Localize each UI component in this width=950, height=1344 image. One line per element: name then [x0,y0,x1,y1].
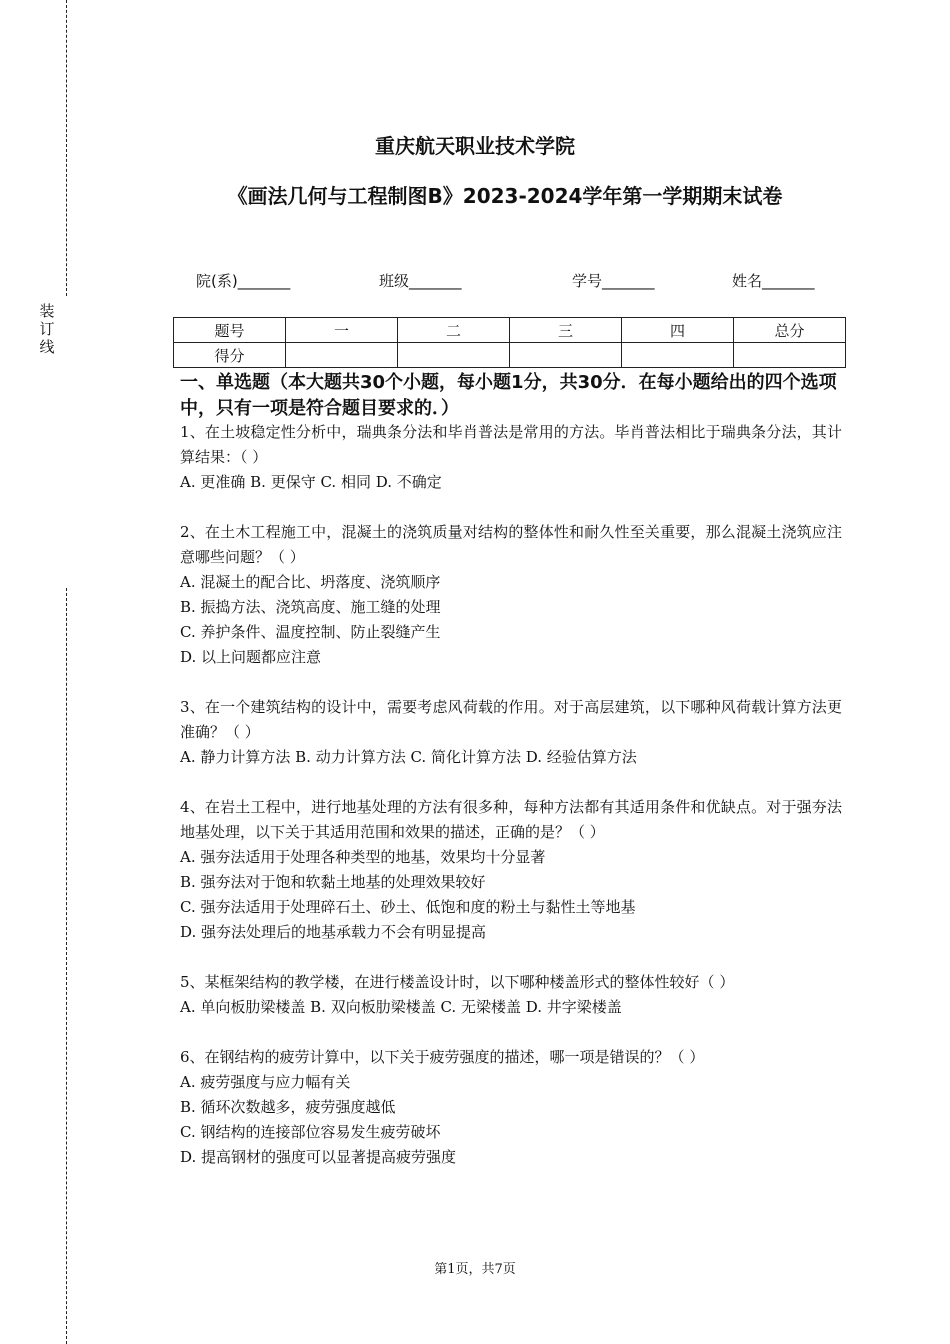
score-input-cell [734,343,846,368]
score-table-cell: 一 [286,318,398,343]
school-name: 重庆航天职业技术学院 [375,134,575,158]
question-option: B. 振捣方法、浇筑高度、施工缝的处理 [180,598,441,616]
score-table-cell: 题号 [174,318,286,343]
binding-label [37,302,57,356]
binding-dashed-line-bottom [66,588,67,1344]
score-table-cell: 四 [622,318,734,343]
question-option: C. 强夯法适用于处理碎石土、砂土、低饱和度的粉土与黏性土等地基 [180,898,636,916]
question-option: D. 强夯法处理后的地基承载力不会有明显提高 [180,923,487,941]
question-stem: 6、在钢结构的疲劳计算中，以下关于疲劳强度的描述，哪一项是错误的？（ ） [180,1048,705,1066]
section-heading: 一、单选题（本大题共30个小题，每小题1分，共30分．在每小题给出的四个选项中，只有一项是符合题目要求的．） [180,372,837,419]
question-3 [180,695,842,770]
question-option: D. 以上问题都应注意 [180,648,322,666]
question-option: A. 疲劳强度与应力幅有关 [180,1073,351,1091]
question-option: A. 静力计算方法 B. 动力计算方法 C. 简化计算方法 D. 经验估算方法 [180,748,637,766]
question-2 [180,520,842,670]
question-4 [180,795,842,945]
question-stem: 4、在岩土工程中，进行地基处理的方法有很多种，每种方法都有其适用条件和优缺点。对于强夯法地基处理，以下关于其适用范围和效果的描述，正确的是？（ ） [180,798,842,841]
score-table-cell: 得分 [174,343,286,368]
score-table-cell: 三 [510,318,622,343]
question-option: C. 养护条件、温度控制、防止裂缝产生 [180,623,441,641]
question-option: A. 强夯法适用于处理各种类型的地基，效果均十分显著 [180,848,546,866]
page-footer: 第1页，共7页 [434,1262,516,1277]
score-table-header-row [174,318,846,343]
question-stem: 3、在一个建筑结构的设计中，需要考虑风荷载的作用。对于高层建筑，以下哪种风荷载计算方法更准确？（ ） [180,698,842,741]
question-1 [180,420,842,495]
question-option: A. 单向板肋梁楼盖 B. 双向板肋梁楼盖 C. 无梁楼盖 D. 井字梁楼盖 [180,998,622,1016]
question-option: C. 钢结构的连接部位容易发生疲劳破坏 [180,1123,441,1141]
question-option: D. 提高钢材的强度可以显著提高疲劳强度 [180,1148,457,1166]
score-table-cell: 总分 [734,318,846,343]
question-5 [180,970,842,1020]
score-table-cell: 二 [398,318,510,343]
question-option: B. 循环次数越多，疲劳强度越低 [180,1098,396,1116]
binding-char: 装 [39,302,55,320]
score-table-score-row [174,343,846,368]
question-6 [180,1045,842,1170]
score-input-cell [398,343,510,368]
question-option: A. 更准确 B. 更保守 C. 相同 D. 不确定 [180,473,442,491]
name-field: 姓名_______ [732,272,815,290]
question-option: A. 混凝土的配合比、坍落度、浇筑顺序 [180,573,441,591]
binding-char: 线 [39,338,55,356]
department-field: 院(系)_______ [196,272,291,290]
question-stem: 2、在土木工程施工中，混凝土的浇筑质量对结构的整体性和耐久性至关重要，那么混凝土浇筑应注意哪些问题？（ ） [180,523,842,566]
score-input-cell [510,343,622,368]
student-id-field: 学号_______ [572,272,655,290]
question-list [180,420,842,1195]
question-option: B. 强夯法对于饱和软黏土地基的处理效果较好 [180,873,486,891]
exam-title: 《画法几何与工程制图B》2023-2024学年第一学期期末试卷 [227,184,783,208]
score-table [173,317,846,368]
binding-char: 订 [39,320,55,338]
class-field: 班级_______ [379,272,462,290]
question-stem: 1、在土坡稳定性分析中，瑞典条分法和毕肖普法是常用的方法。毕肖普法相比于瑞典条分法，其计算结果：（ ） [180,423,842,466]
score-input-cell [622,343,734,368]
question-stem: 5、某框架结构的教学楼，在进行楼盖设计时，以下哪种楼盖形式的整体性较好（ ） [180,973,735,991]
score-input-cell [286,343,398,368]
